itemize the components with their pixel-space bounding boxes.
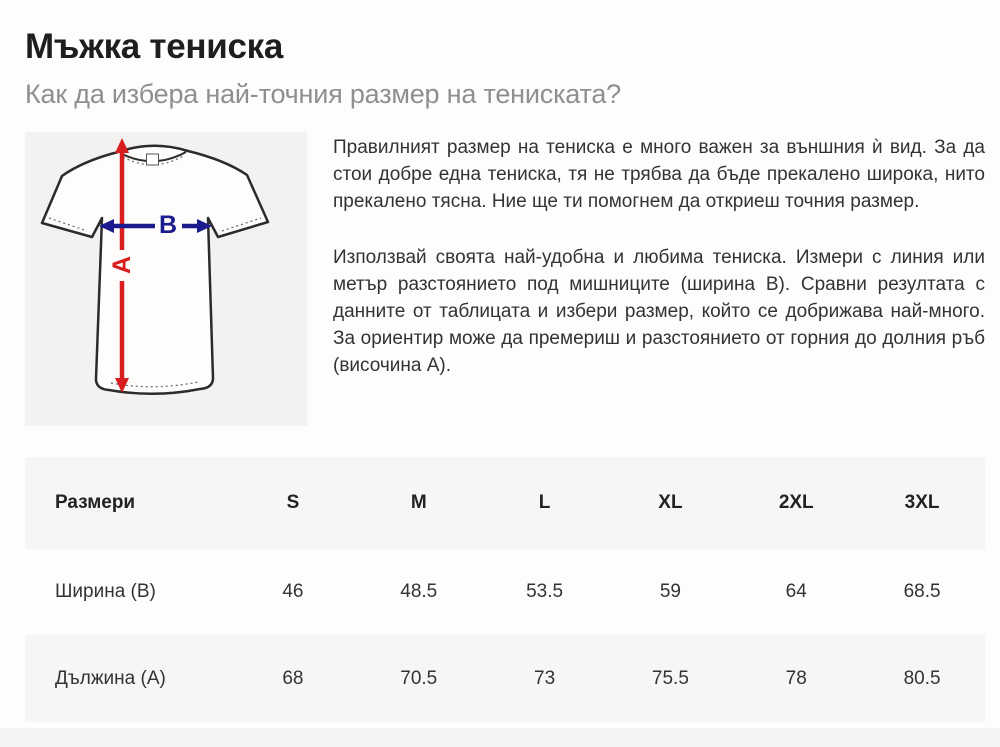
column-header-s: S bbox=[286, 492, 300, 513]
width-value-m: 48.5 bbox=[400, 581, 438, 602]
width-measure-label: B bbox=[158, 211, 178, 239]
column-header-xl: XL bbox=[658, 492, 683, 513]
page-bottom-strip bbox=[0, 728, 1000, 747]
intro-paragraph-2: Използвай своята най-удобна и любима тениска. Измери с линия или метър разстоянието под мишниците (ширина B). Сравни резултата с данните от таблицата и избери размер, който се добрижава най-много. За ориентир може да премериш и разстоянието от горния до долния ръб (височина A). bbox=[333, 247, 985, 376]
page-header bbox=[25, 0, 985, 110]
tshirt-measurement-diagram bbox=[25, 132, 307, 426]
width-value-l: 53.5 bbox=[526, 581, 564, 602]
length-value-3xl: 80.5 bbox=[903, 667, 941, 689]
row-label-length: Дължина (A) bbox=[55, 667, 166, 689]
intro-text bbox=[333, 132, 985, 426]
width-value-xl: 59 bbox=[659, 581, 681, 602]
width-value-s: 46 bbox=[282, 581, 304, 602]
width-value-2xl: 64 bbox=[785, 581, 807, 602]
table-row-length bbox=[25, 635, 985, 722]
size-table bbox=[25, 457, 985, 722]
column-header-l: L bbox=[538, 492, 551, 513]
length-value-l: 73 bbox=[534, 667, 556, 689]
width-value-3xl: 68.5 bbox=[903, 581, 941, 602]
length-value-xl: 75.5 bbox=[651, 667, 689, 689]
column-header-3xl: 3XL bbox=[904, 492, 940, 513]
intro-paragraph-1: Правилният размер на тениска е много важен за външния ѝ вид. За да стои добре една тениска, тя не трябва да бъде прекалено широка, нито прекалено тясна. Ние ще ти помогнем да откриеш точния размер. bbox=[333, 137, 985, 212]
row-label-width: Ширина (B) bbox=[55, 581, 156, 602]
column-header-sizes: Размери bbox=[55, 492, 136, 513]
tshirt-illustration bbox=[25, 132, 307, 426]
neck-tag bbox=[147, 154, 159, 165]
height-arrowhead-top bbox=[115, 138, 129, 153]
content-row bbox=[25, 132, 985, 426]
size-table-header-row bbox=[25, 457, 985, 549]
tshirt-outline bbox=[42, 146, 268, 394]
page-subtitle: Как да избера най-точния размер на тениската? bbox=[25, 79, 621, 109]
column-header-2xl: 2XL bbox=[778, 492, 814, 513]
height-measure-label: A bbox=[108, 255, 136, 275]
table-row-width bbox=[25, 549, 985, 635]
length-value-2xl: 78 bbox=[785, 667, 807, 689]
length-value-s: 68 bbox=[282, 667, 304, 689]
length-value-m: 70.5 bbox=[400, 667, 438, 689]
page-title: Мъжка тениска bbox=[25, 27, 284, 66]
column-header-m: M bbox=[410, 492, 427, 513]
